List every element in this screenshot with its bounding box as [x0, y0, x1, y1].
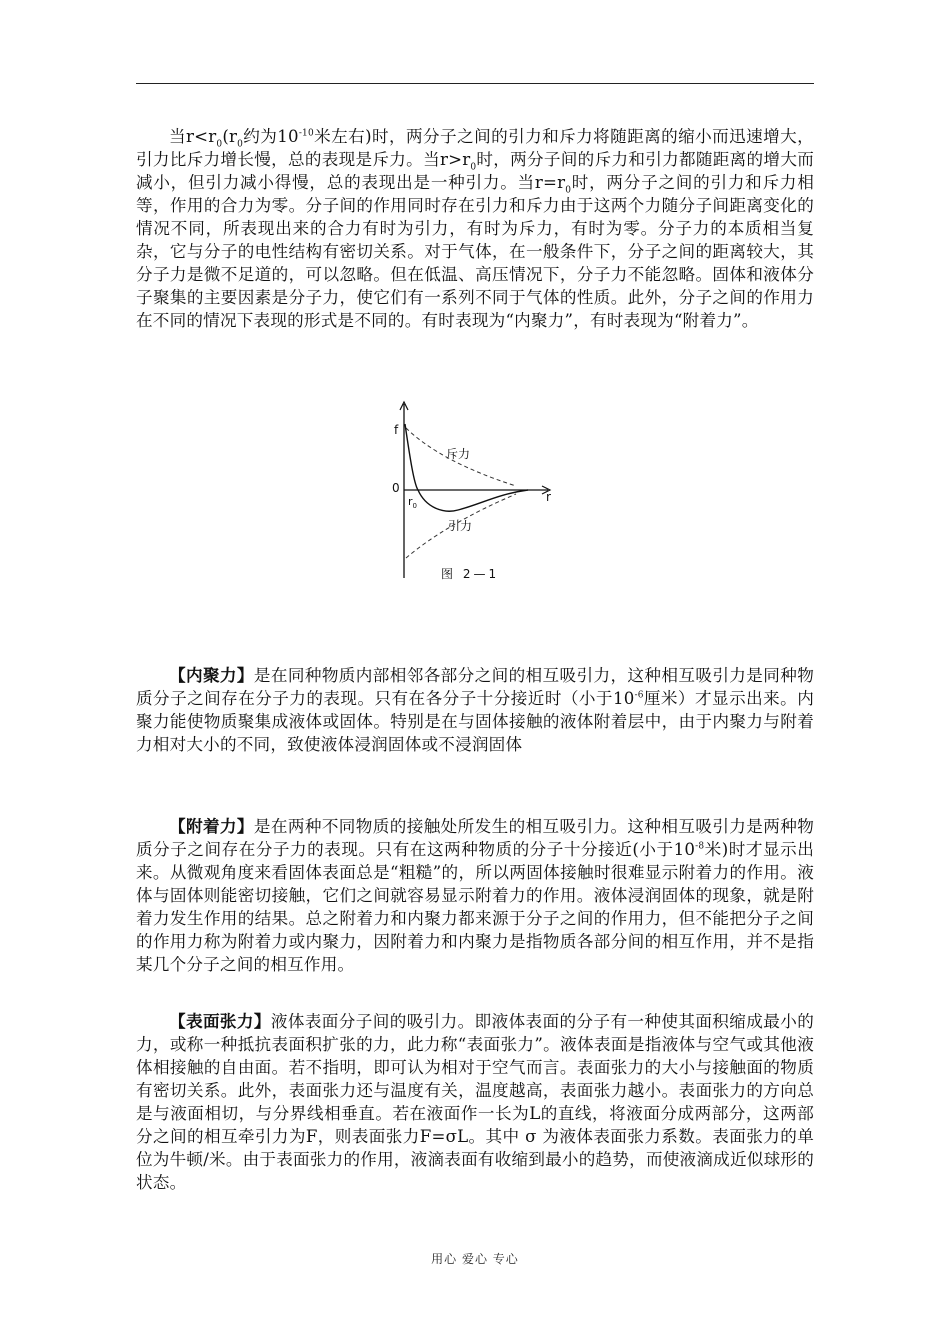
paragraph-adhesion — [136, 815, 814, 976]
p2-sup-a: -6 — [634, 690, 644, 701]
label-zero: 0 — [392, 481, 400, 495]
p3-sup-a: -8 — [695, 841, 705, 852]
p2-text-a: 是在同种物质内部相邻各部分之间的相互吸引力，这种相互吸引力是同种物质分子之间存在分子力的表现。只有在各分子十分接近时（小于10 — [136, 666, 815, 708]
p1-text-f: 时，两分子之间的引力和斥力相等，作用的合力为零。分子间的作用同时存在引力和斥力由于这两个力随分子间距离变化的情况不同，所表现出来的合力有时为引力，有时为斥力，有时为零。分子力的本质相当复杂，它与分子的电性结构有密切关系。对于气体，在一般条件下，分子之间的距离较大，其分子力是微不足道的，可以忽略。但在低温、高压情况下，分子力不能忽略。固体和液体分子聚集的主要因素是分子力，使它们有一系列不同于气体的性质。此外，分子之间的作用力在不同的情况下表现的形式是不同的。有时表现为“内聚力”，有时表现为“附着力”。 — [136, 173, 814, 330]
label-r: r — [546, 490, 551, 504]
force-distance-diagram — [386, 398, 566, 588]
p1-text-b: (r — [222, 127, 238, 146]
header-rule — [136, 83, 814, 84]
paragraph-surface-tension — [136, 1010, 814, 1194]
p1-sub-a: 0 — [216, 139, 223, 150]
p1-text-c: 约为10 — [243, 127, 299, 146]
p1-text-d: 米左右)时，两分子之间的引力和斥力将随距离的缩小而迅速增大，引力比斥力增长慢，总的表现是斥力。当r>r — [136, 127, 814, 169]
p3-text-a: 是在两种不同物质的接触处所发生的相互吸引力。这种相互吸引力是两种物质分子之间存在分子力的表现。只有在这两种物质的分子十分接近(小于10 — [136, 817, 815, 859]
p1-sub-d: 0 — [470, 162, 477, 173]
p1-sup-c: -10 — [298, 128, 314, 139]
label-repulsion: 斥力 — [446, 447, 471, 461]
label-f: f — [394, 423, 399, 437]
force-distance-figure — [386, 398, 566, 588]
figure-caption: 图 2—1 — [441, 567, 500, 581]
term-surface-tension: 【表面张力】 — [169, 1011, 271, 1031]
paragraph-molecular-force — [136, 125, 814, 332]
p2-text-b: 厘米）才显示出来。内聚力能使物质聚集成液体或固体。特别是在与固体接触的液体附着层中，由于内聚力与附着力相对大小的不同，致使液体浸润固体或不浸润固体 — [136, 689, 814, 754]
p1-text-a: 当r<r — [169, 127, 217, 146]
paragraph-cohesion — [136, 664, 814, 756]
label-attraction: 引力 — [448, 519, 473, 533]
label-r0: $r_0$ — [408, 495, 417, 510]
p1-sub-e: 0 — [565, 185, 572, 196]
p1-sub-b: 0 — [237, 139, 244, 150]
page-footer: 用心 爱心 专心 — [431, 1252, 519, 1266]
term-cohesion: 【内聚力】 — [169, 665, 254, 685]
p3-text-b: 米)时才显示出来。从微观角度来看固体表面总是“粗糙”的，所以两固体接触时很难显示附着力的作用。液体与固体则能密切接触，它们之间就容易显示附着力的作用。液体浸润固体的现象，就是附着力发生作用的结果。总之附着力和内聚力都来源于分子之间的作用力，但不能把分子之间的作用力称为附着力或内聚力，因附着力和内聚力是指物质各部分间的相互作用，并不是指某几个分子之间的相互作用。 — [136, 840, 815, 974]
term-adhesion: 【附着力】 — [169, 816, 254, 836]
p1-text-e: 时，两分子间的斥力和引力都随距离的增大而减小，但引力减小得慢，总的表现出是一种引力。当r=r — [136, 150, 814, 192]
p4-text-a: 液体表面分子间的吸引力。即液体表面的分子有一种使其面积缩成最小的力，或称一种抵抗表面积扩张的力，此力称“表面张力”。液体表面是指液体与空气或其他液体相接触的自由面。若不指明，即可认为相对于空气而言。表面张力的大小与接触面的物质有密切关系。此外，表面张力还与温度有关，温度越高，表面张力越小。表面张力的方向总是与液面相切，与分界线相垂直。若在液面作一长为L的直线，将液面分成两部分，这两部分之间的相互牵引力为F，则表面张力F=σL。其中 σ 为液体表面张力系数。表面张力的单位为牛顿/米。由于表面张力的作用，液滴表面有收缩到最小的趋势，而使液滴成近似球形的状态。 — [136, 1012, 814, 1192]
